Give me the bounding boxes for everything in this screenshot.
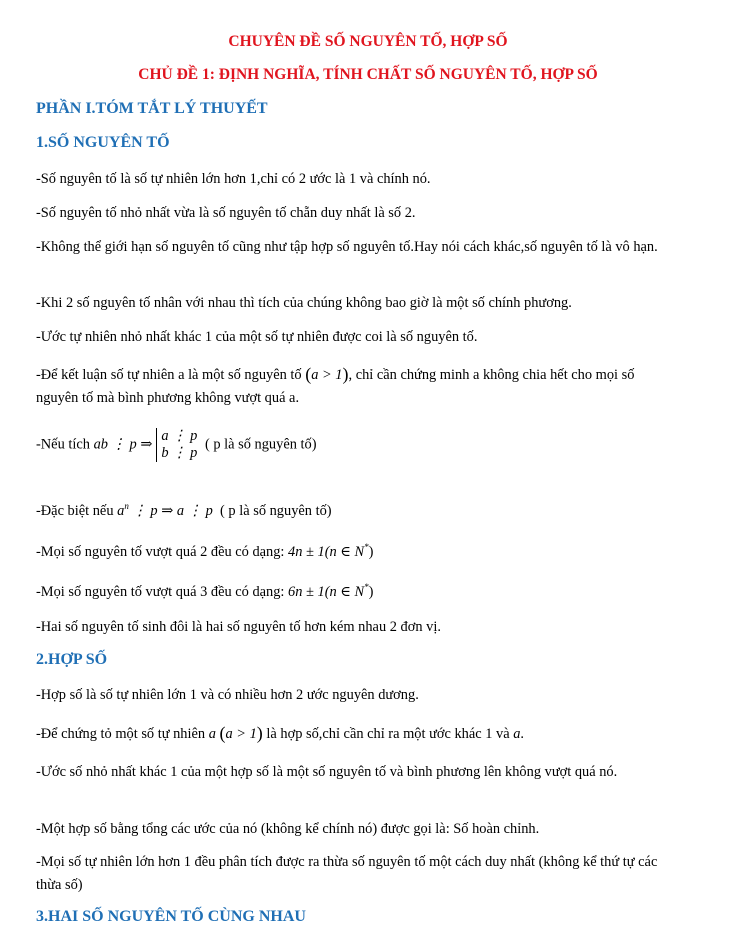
paragraph-product-divisible [36,428,676,462]
math-base: a [117,502,125,519]
paragraph-twin-primes: -Hai số nguyên tố sinh đôi là hai số nguyên tố hơn kém nhau 2 đơn vị. [36,619,441,635]
paragraph-infinite-primes: -Không thể giới hạn số nguyên tố cũng như tập hợp số nguyên tố.Hay nói cách khác,số nguyên tố là vô hạn. [36,239,658,255]
text: -Mọi số nguyên tố vượt quá 3 đều có dạng: [36,583,285,600]
paragraph-prime-definition: -Số nguyên tố là số tự nhiên lớn hơn 1,chỉ có 2 ước là 1 và chính nó. [36,171,431,187]
math-form: 4n ± 1(n ∈ N [288,543,365,560]
math-form: 6n ± 1(n ∈ N [288,583,365,600]
paragraph-form-6n [36,576,676,604]
paragraph-prime-test: -Để kết luận số tự nhiên a là một số nguyên tố (a > 1), chỉ cần chứng minh a không chia hết cho mọi số nguyên tố mà bình phương không vượt quá a. [36,364,635,406]
math-condition: a > 1 [225,726,257,742]
math-condition: a > 1 [311,367,343,383]
math-variable: a [513,726,521,742]
section-heading-prime: 1.SỐ NGUYÊN TỐ [36,134,170,151]
section-heading-coprime: 3.HAI SỐ NGUYÊN TỐ CÙNG NHAU [36,908,306,925]
math-expression: ⋮ p ⇒ a ⋮ p [128,502,213,519]
math-star: * [364,542,369,552]
section-heading-composite: 2.HỢP SỐ [36,651,108,668]
paragraph-form-4n [36,536,676,564]
math-star: * [364,582,369,592]
math-system [156,428,197,462]
text: -Mọi số nguyên tố vượt quá 2 đều có dạng: [36,543,285,560]
text: ( p là số nguyên tố) [204,436,317,453]
paragraph-power-divisible [36,495,676,523]
paragraph-smallest-factor: -Ước số nhỏ nhất khác 1 của một hợp số là một số nguyên tố và bình phương lên không vượt quá nó. [36,764,618,780]
math-close: ) [368,583,374,600]
text: là hợp số,chỉ cần chỉ ra một ước khác 1 và [266,726,510,742]
text: , chỉ cần chứng minh a không chia hết cho mọi số nguyên tố mà bình phương không vượt quá a. [36,367,635,406]
paragraph-composite-test: -Để chứng tỏ một số tự nhiên a (a > 1) là hợp số,chỉ cần chỉ ra một ước khác 1 và a. [36,723,525,743]
math-exponent: n [124,501,129,511]
part-heading: PHẦN I.TÓM TẮT LÝ THUYẾT [36,100,268,117]
paragraph-square-product: -Khi 2 số nguyên tố nhân với nhau thì tích của chúng không bao giờ là một số chính phương. [36,295,572,311]
math-line: a ⋮ p [161,428,198,444]
text: ( p là số nguyên tố) [220,502,332,519]
math-close: ) [368,543,374,560]
document-title: CHUYÊN ĐỀ SỐ NGUYÊN TỐ, HỢP SỐ [228,33,508,50]
text: -Đặc biệt nếu [36,502,114,519]
paragraph-perfect-number: -Một hợp số bằng tổng các ước của nó (không kể chính nó) được gọi là: Số hoàn chỉnh. [36,821,540,837]
document-subtitle: CHỦ ĐỀ 1: ĐỊNH NGHĨA, TÍNH CHẤT SỐ NGUYÊN TỐ, HỢP SỐ [138,66,598,83]
math-product: ab ⋮ p ⇒ [93,436,153,453]
text: -Để kết luận số tự nhiên a là một số nguyên tố [36,367,302,383]
paragraph-smallest-divisor: -Ước tự nhiên nhỏ nhất khác 1 của một số tự nhiên được coi là số nguyên tố. [36,329,478,345]
paragraph-factorization: -Mọi số tự nhiên lớn hơn 1 đều phân tích được ra thừa số nguyên tố một cách duy nhất (không kể thứ tự các thừa số) [36,854,658,893]
text: -Nếu tích [36,436,90,453]
text: -Để chứng tỏ một số tự nhiên [36,726,206,742]
math-line: b ⋮ p [161,445,198,461]
paragraph-smallest-prime: -Số nguyên tố nhỏ nhất vừa là số nguyên tố chẵn duy nhất là số 2. [36,205,416,221]
paragraph-composite-definition: -Hợp số là số tự nhiên lớn 1 và có nhiều hơn 2 ước nguyên dương. [36,687,419,703]
math-variable: a [208,726,216,742]
